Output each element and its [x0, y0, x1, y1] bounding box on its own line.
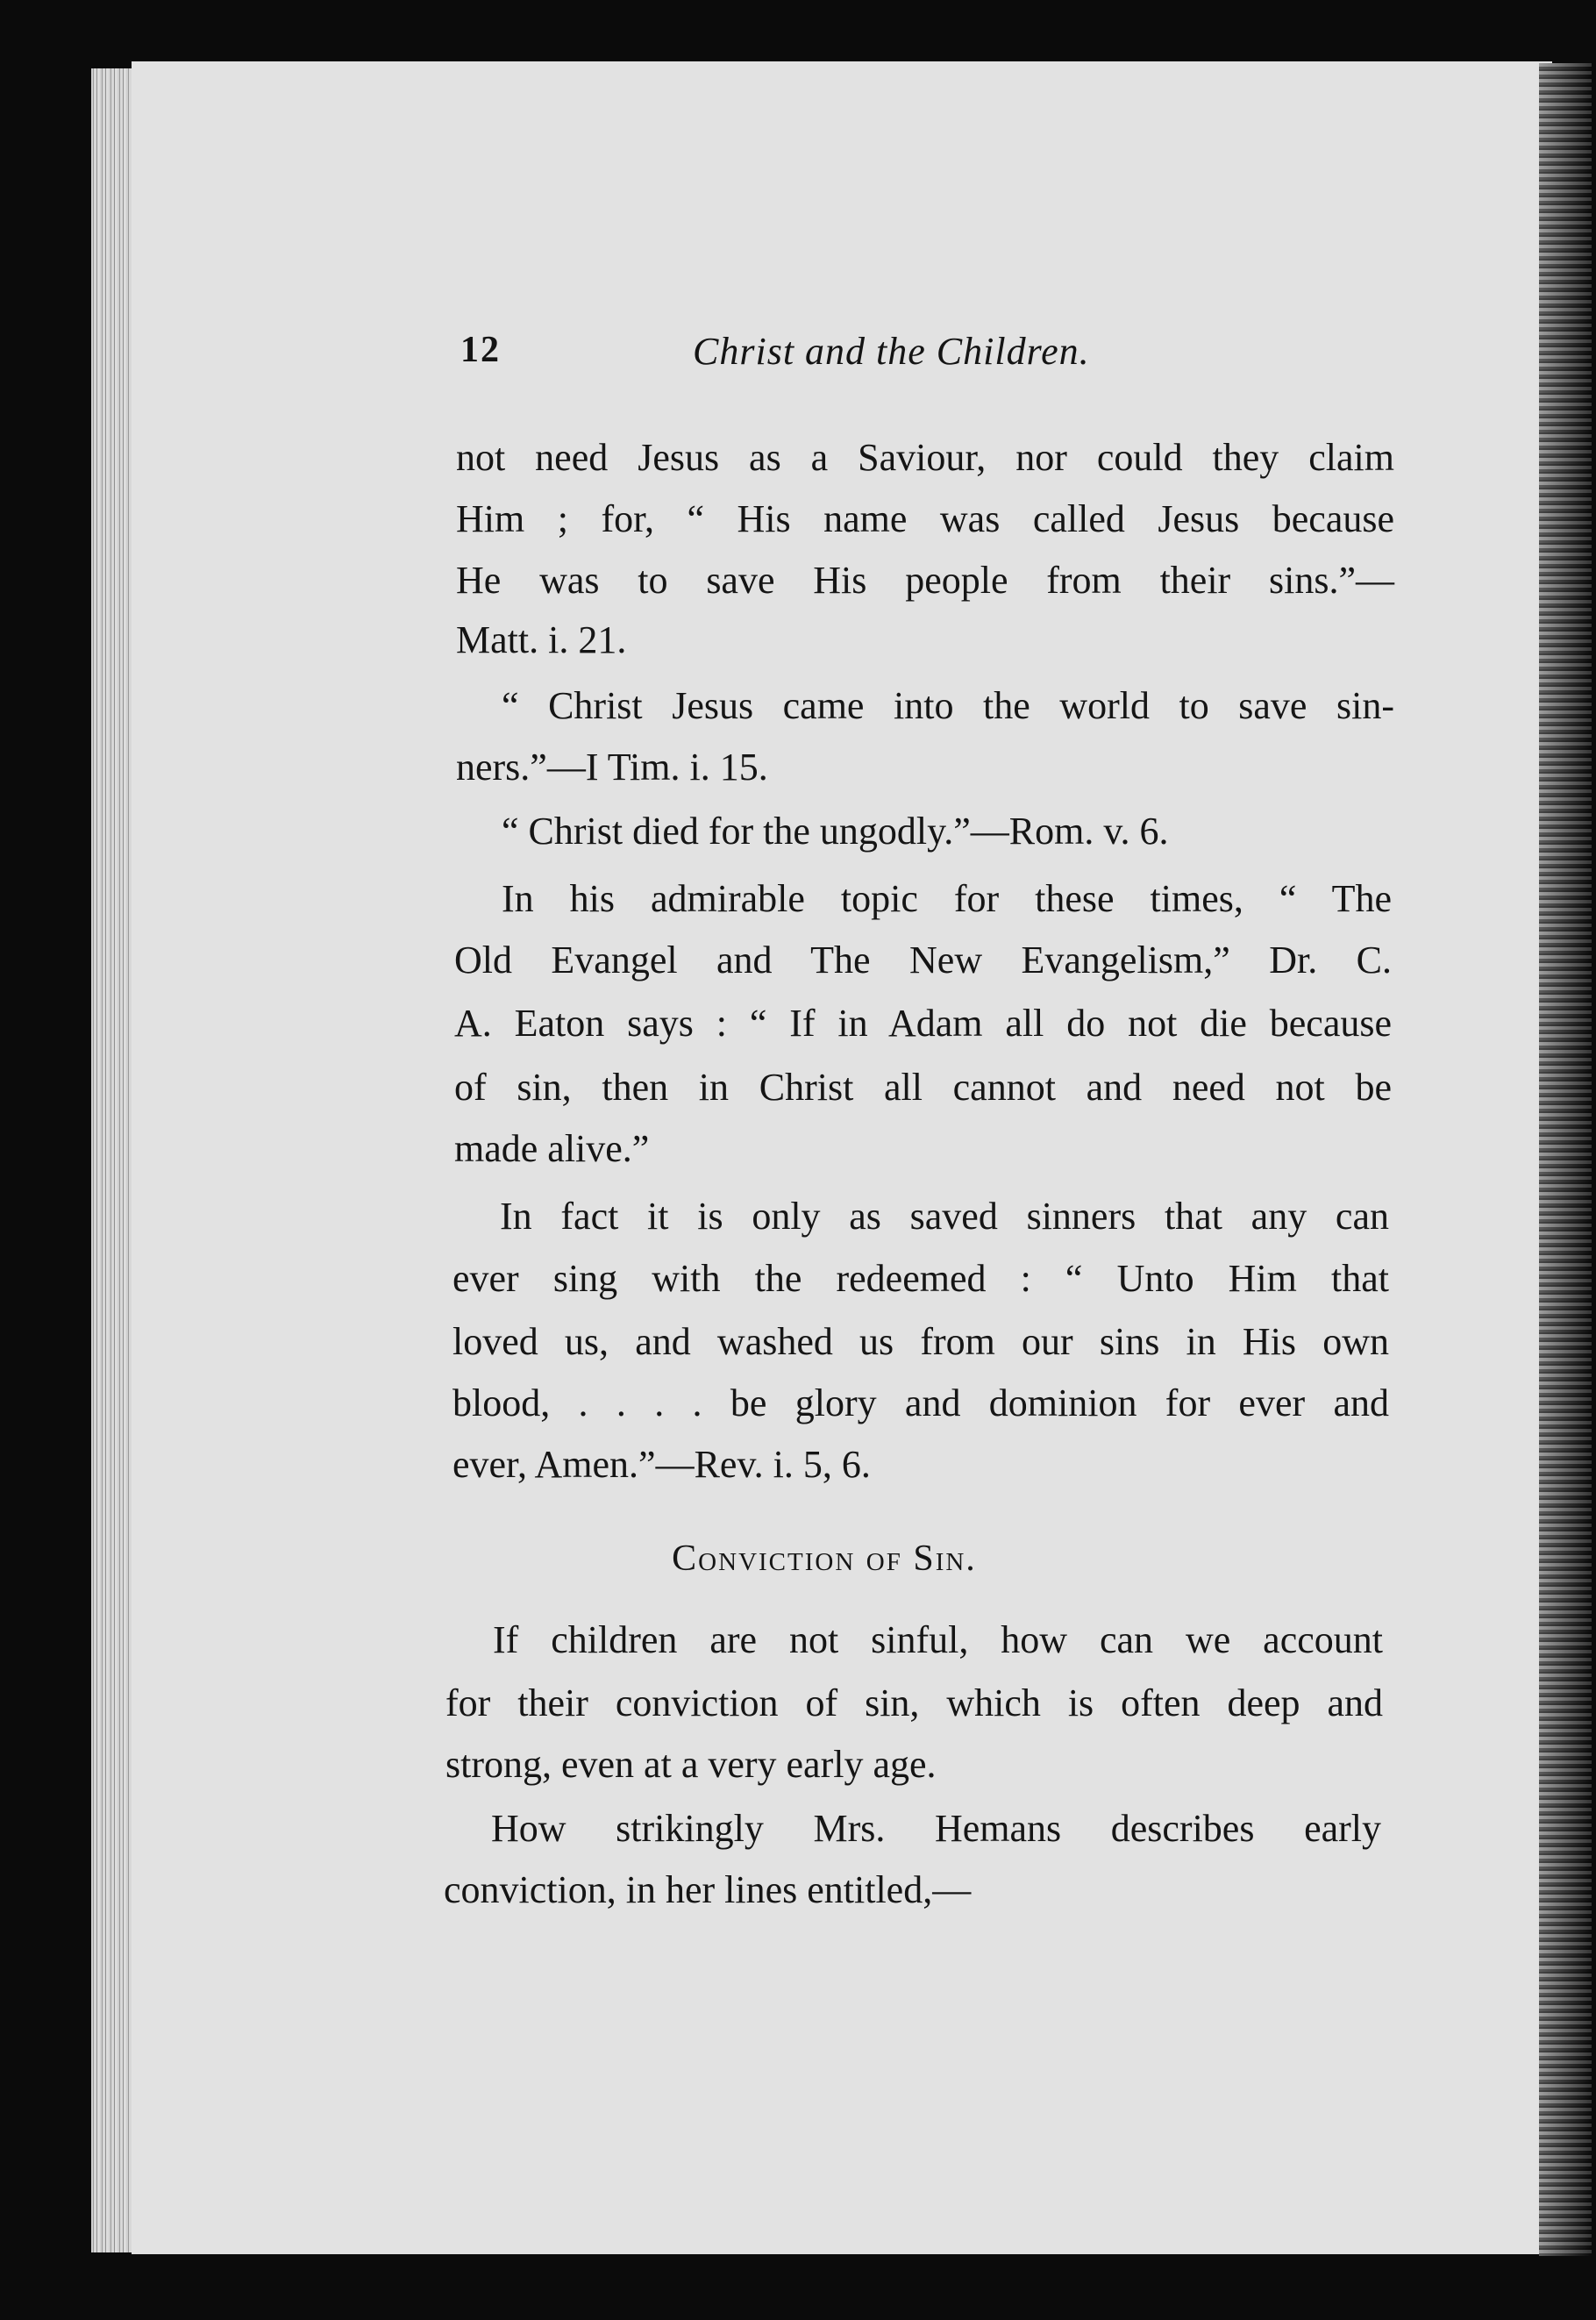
- text-line: A. Eaton says : “ If in Adam all do not die because: [454, 1002, 1392, 1045]
- text-line: Matt. i. 21.: [456, 618, 627, 661]
- text-line: ners.”—I Tim. i. 15.: [456, 746, 768, 789]
- text-line: ever, Amen.”—Rev. i. 5, 6.: [452, 1443, 871, 1486]
- text-line: of sin, then in Christ all cannot and need not be: [454, 1066, 1392, 1109]
- text-line: blood, . . . . be glory and dominion for ever and: [452, 1381, 1389, 1424]
- text-line: In fact it is only as saved sinners that any can: [500, 1195, 1389, 1238]
- text-line: In his admirable topic for these times, “ The: [502, 877, 1392, 920]
- text-line: made alive.”: [454, 1127, 650, 1170]
- section-heading: Conviction of Sin.: [672, 1538, 977, 1579]
- text-line: If children are not sinful, how can we account: [493, 1618, 1383, 1661]
- text-line: He was to save His people from their sins.”—: [456, 559, 1394, 602]
- text-line: for their conviction of sin, which is often deep and: [445, 1681, 1383, 1724]
- text-line: ever sing with the redeemed : “ Unto Him that: [452, 1257, 1389, 1300]
- text-line: loved us, and washed us from our sins in His own: [452, 1320, 1389, 1363]
- text-line: not need Jesus as a Saviour, nor could they claim: [456, 436, 1394, 479]
- text-line: Him ; for, “ His name was called Jesus because: [456, 497, 1394, 540]
- text-line: How strikingly Mrs. Hemans describes early: [491, 1807, 1381, 1850]
- text-line: “ Christ Jesus came into the world to save sin-: [502, 684, 1394, 727]
- running-title: Christ and the Children.: [693, 330, 1090, 373]
- text-line: “ Christ died for the ungodly.”—Rom. v. 6.: [502, 810, 1169, 853]
- text-line: Old Evangel and The New Evangelism,” Dr. C.: [454, 939, 1392, 982]
- text-line: strong, even at a very early age.: [445, 1743, 937, 1786]
- page-number: 12: [460, 330, 501, 370]
- running-header: [460, 329, 1197, 390]
- page-binding-edge: [1539, 63, 1592, 2256]
- text-line: conviction, in her lines entitled,—: [444, 1868, 972, 1911]
